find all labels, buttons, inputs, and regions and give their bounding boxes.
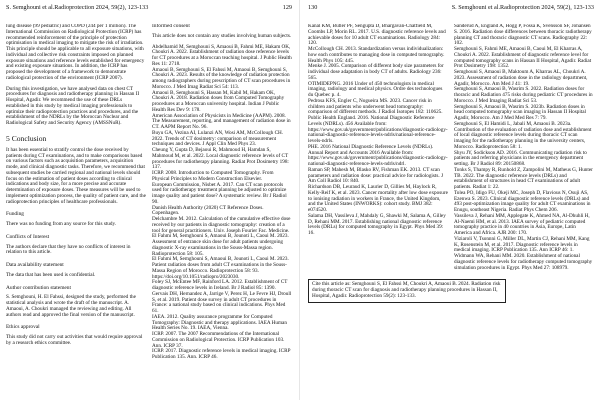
reference-entry: El Fahmi M, Semghouni S, Amaoui B, Jounoti L, Caoui M. 2023. Patient radiation doses from adult CT examinations in the Souss-Massa Region of Morocco. Radioprotection 58: 93. https://doi.org/10.1051/radiopro/2023030. (152, 256, 289, 280)
reference-entry: IAEA. 2012. Quality assurance programme for Computed Tomography: Diagnostic and therapy applications. IAEA Human Health Series No. 19. IAEA, Vienna. (152, 313, 287, 332)
section-heading-ethics: Ethics approval (6, 324, 40, 331)
section-heading-informed-consent: Informed consent (152, 24, 190, 29)
reference-entry: Delchambre M. 2012. Calculation of the cumulative effective dose received by our patients in diagnostic tomography: creation of a tool for general practitioners. Univ. Joseph Fourier Fac. Medicine. (152, 216, 291, 234)
reference-entry: El Fahmi M, Semghouni S, Amaoui B, Jounoti L, Caoui M. 2023. Assessment of entrance skin dose for adult patients undergoing diagnostic X-ray examinations in the Souss-Massa region. Radioprotection 58: 105. (152, 233, 289, 257)
reference-entry: Amaoui B, Semghouni S, El Fahssi M, Amaoui B, Semghouni S, Choukri A. 2023. Results of the knowledge of radiation protection among radiographers during prescription of CT scan procedures in Morocco. J Med Imag Radiat Sci 54: 113. (152, 66, 291, 90)
reference-entry: Semghouni S, Amaoui B, Wasrim S. 2023b. Radiation doses in head computed tomography scan imaging in Hassan II Hospital Agadir, Morocco. Am J Med Med Res 7: 79. (454, 103, 586, 121)
reference-entry: Semghouni S, Amaoui B, Maktoum A, Kharras AL, Choukri A. 2023. Assessment of radiation dose in the radiology department, Agadir, Morocco. Am Med J 41: 19. (454, 69, 588, 87)
reference-entry: Tolea PO, Idigo FU, Okeji MC, Joseph D, Flavious N, Osuji AS, Ezenwa S. 2023. Clinical diagnostic reference levels (DRLs) and 493 post-optimization image quality for adult CT examinations in Enugu, southeast Nigeria. Radiat Phys Chem 206. (454, 189, 591, 213)
reference-entry: Vassileva J, Rehani MM, Applegate K, Ahmed NA, Al-Dhuhli H, Al-Naemi HM, et al. 2013. IAEA survey of pediatric computed tomography practice in 40 countries in Asia, Europe, Latin America and Africa. AJR 200: 170. (454, 212, 590, 236)
reference-entry: Gervais DH, Hernandez A, Jarrige V, Perez H, Le Fevre HJ, Droull S, et al. 2019. Patient dose survey in adult CT procedures in France: a national study based on clinical indications. Phys Med 61. (152, 290, 292, 314)
section-heading-funding: Funding (6, 211, 24, 218)
reference-entry: PHE. 2016 National Diagnostic Reference Levels (NDRLs). Annual Report and Accounts 2016 Available from: https://www.gov.uk/government/publications/diagnostic-radiology-national-diagnostic-reference-levels-ndrls/ndrl. (308, 143, 448, 167)
reference-entry: Salama DH, Vassileva J, Mahdaly G, Shawki M, Salama A, Gilley D, Rehani MM. 2017. Establishing national diagnostic reference levels (DRLs) for computed tomography in Egypt. Phys Med 39: 16. (308, 212, 446, 236)
page-number: 130 (308, 4, 318, 11)
ethics-text: This study did not carry out activities that would require approval by a research ethics committee. (6, 334, 143, 346)
reference-entry: Danish Health Authority (2020) CT Reference Doses. Copenhagen. (152, 204, 264, 217)
section-heading-data-availability: Data availability statement (6, 262, 64, 268)
reference-entry: Foley SJ, McEntee MF, Rainford LA. 2012. Establishment of CT diagnostic reference levels in Ireland. Br J Radiol 85: 1390. (152, 279, 288, 291)
reference-entry: Viziaroli V, Tsonnni G, Miller DL, Martin CJ, Rehani MM, Kang K, Rosenstein M, et al. 2017. Diagnostic reference levels in medical imaging. ICRP Publication 135. Ann ICRP 46: 1. (454, 235, 590, 254)
right-page-header (308, 4, 594, 12)
data-availability-text: The data that has been used is confidential. (6, 271, 96, 278)
reference-entry: Shyu JY, Sodickson AD. 2016. Communicating radiation risk to patients and referring physicians in the emergency department setting. Br J Radiol 89: 20150868. (454, 149, 587, 167)
reference-entry: ICRP. 2008. Introduction to Computed Tomography. From Physical Principles to Modern Construction Elsevier. (152, 170, 274, 182)
author-contribution-text: S. Semghouni, H. El Fahssi, designed the study, performed the statistical analysis and wrote the draft of the manuscript. A. Amaoui, A. Choukri managed the reviewing and editing. All authors read and approved the final version of the manuscript. (6, 294, 136, 318)
left-page-header (6, 4, 292, 12)
conflicts-text: The authors declare that they have no conflicts of interest in relation to this article. (6, 243, 131, 256)
reference-entry: Cheung Y, Gupta D, Bejaoui R, Mahmoud H, Hamdan S, Mahmoud M, et al. 2022. Local diagnostic reference levels of CT procedures for radiotherapy planning. Radiat Prot Dosimetry 198: 137. (152, 147, 289, 171)
reference-entry: Abdelhamid M, Semghouni S, Amaoui B, Fahmi ME, Hakam OK, Choukri A. 2022. Establishment of radiation dose reference levels for CT procedures at a Moroccan teaching hospital. J Public Health Res 11: 2718. (152, 43, 292, 67)
page-right (300, 0, 600, 400)
references-list (152, 45, 292, 361)
reference-entry: Widmann WA, Rehani MM. 2020. Establishment of national diagnostic reference levels for radiotherapy computed tomography simulation procedures in Egypt. Phys Med 27: 108979. (454, 253, 593, 271)
reference-entry: ICRP. 2007. The 2007 Recommendations of the International Commission on Radiological Protection. ICRP Publication 103. Ann. ICRP 37. (152, 331, 285, 349)
body-paragraph: During this investigation, we have analysed data on chest CT procedures for diagnosis and radiotherapy planning in Hassan II Hospital, Agadir. We recommend the use of these DRLs established in this study by medical imaging professionals to optimize their radioprotection practices and procedures, and the establishment of the NDRLs by the Moroccan Nuclear and Radiological Safety and Security Agency (AMSSNuR). (6, 85, 140, 126)
reference-entry: American Association of Physicists in Medicine (AAPM). 2008. The Measurement, reporting, and management of radiation dose in CT. AAPM Report No. 96. (152, 112, 291, 130)
left-page-column-2 (152, 24, 292, 361)
reference-entry: European Commission, Nisbet A. 2017. Can CT scan protocols used for radiotherapy treatment planning be adjusted to optimize image quality and patient dose? A systematic review. Br J Radiol 90. (152, 181, 287, 205)
informed-consent-text: This article does not contain any studies involving human subjects. (152, 32, 292, 39)
reference-entry: Semghouni S, Fahmi ME, Amaoui B, Caoui M, El Kharras A, Choukri A. 2022. Establishment of diagnostic reference level for computed tomography scans in Hassan II Hospital, Agadir. Radiat Prot Dosimetry 198: 1352. (454, 46, 592, 70)
right-page-column-2 (454, 24, 594, 271)
reference-entry: Semghouni S, El Hamidi L, Jabali M, Amaoui B. 2023a. Contribution of the evaluation of radiation dose and establishment of local diagnostic reference levels during thoracic CT scan imaging for the radiotherapy planning in the university centers, Morocco. Radioprotection 58: 1. (454, 120, 592, 150)
reference-entry: Buyu GA, Vezina AI, Lulanzi AN, Wosi AM, McCollough CH. 2022. Trends of CT dosimetry: comparison of measurement techniques and devices. J Appl Clin Med Phys 23. (152, 129, 284, 148)
citation-box: Cite this article as: Semghouni S, El Fahssi M, Choukri A, Amaoui B. 2024. Radiation risk during thoracic CT scan for diagnosis and radiotherapy planning procedures in Hassan II, Hospital, Agadir. Radioprotection 59(2): 123-133. (308, 279, 506, 302)
funding-text: There was no funding from any source for this study. (6, 221, 117, 227)
reference-entry: Tonks S, Thampy R, Runhold Z, Zampolini M, Matheus G, Hunter TB. 2022. The diagnostic reference levels (DRLs) and establishment of structures in head CT examinations of adult patients. Radiat 1: 22. (454, 166, 593, 190)
reference-entry: Kanal KM, Butler PF, Sengupta D, Bhargavan-Chatfield M, Coombs LP, Morin RL. 2017. U.S. diagnostic reference levels and achievable doses for 10 adult CT examinations. Radiology 284: 120. (308, 24, 446, 47)
running-head: S. Semghouni et al.Radioprotection 2024, 59(2), 123-133 (451, 4, 594, 11)
reference-entry: Richardson DB, Leuraud K, Laurier D, Gillies M, Haylock R, Kelly-Reif K, et al. 2023. Cancer mortality after low dose exposure to ionising radiation in workers in France, the United Kingdom, and the United States (INWORKS): cohort study. BMJ 382: e074520. (308, 184, 448, 213)
reference-entry: Semghouni S, Amaoui B, Wasrim S. 2022. Radiation doses for thoracic and Radiation 475 risks during pediatric CT procedures in Morocco. J Med Imaging Radiat Sci 53. (454, 86, 593, 104)
conclusion-text: It has been essential to stratify control the dose received by patients during CT examinations, and to make comparisons based on various factors such as acquisition parameters, acquisition mode, and clinical diagnostic tasks. Therefore, we recommend that subsequent studies be carried regional and national levels should focus on the estimation of patient doses according to clinical indications and body size, for a more precise and accurate determination of exposure doses. These measures will be used to implement optimization process, the quality of patient care, and the radioprotection principles of healthcare professionals. (6, 146, 146, 205)
left-page-column-1 (6, 24, 146, 361)
section-heading-conflicts: Conflicts of Interest (6, 233, 50, 240)
running-head: S. Semghouni et al.Radioprotection 2024, 59(2), 123-133 (6, 4, 149, 11)
section-heading-author-contribution: Author contribution statement (6, 284, 71, 291)
reference-entry: Pedrosa KFS, Engler C, Nogueira MS. 2023. Cancer risk in children and patients who underwent head tomography: comparison of different methods. J Radiol Isotopes 182: 110625. (308, 97, 443, 116)
reference-entry: OTIMIDEPNG. 2016 Under of 450 technologists in medical imaging, radiology and medical physics. Ordre des technologues du Quebec p. 4. (308, 80, 443, 98)
reference-entry: Amaoui B, Semghouni S, Hassan M, Kabil M, Hakam OK, Choukri A. 2018. Radiation doses from Computed Tomography procedures at a Moroccan university hospital. Indian J Public Health Res Dev 9: 178. (152, 89, 285, 113)
right-page-column-1 (308, 24, 448, 271)
reference-entry: ICRP. 2017. Diagnostic reference levels in medical imaging. ICRP Publication 135. Ann. ICRP 46. (152, 348, 291, 360)
body-paragraph: lung disease (99 pediatric) and COPD (244 per 1 million). The International Commission on Radiological Protection (ICRP) has recommended reinforcement of the principle of protection optimisation in medical imaging to mitigate the risk of irradiation. This principle should be applicable to all exposure situations, with individual and collective risk constraints imposed on planned exposure situations and reference levels established for emergency and existing exposure situations. In addition, the ICRP has proposed the development of a framework to demonstrate radiological protection of the environment (ICRP 2007). (6, 24, 145, 81)
reference-entry: Raman SP, Mahesh M, Blasko RV, Fishman EK. 2013. CT scan parameters and radiation dose: practical advice for radiologists. J Am Coll Radiol 10: 840. (308, 166, 443, 185)
section-heading-conclusion: 5 Conclusion (6, 133, 47, 143)
reference-entry: McCollough CH. 2013. Standardization versus individualization: how each contributes to managing dose in computed tomography. Health Phys 105: 445. (308, 46, 445, 64)
page-number: 129 (282, 4, 292, 11)
reference-entry: Menke J. 2005. Comparison of different body size parameters for individual dose adaptation in body CT of adults. Radiology 236: 565. (308, 63, 444, 81)
reference-entry: Sanderud A, England A, Hogg P, Fossa K, Svensson SF, Johansen S. 2016. Radiation dose differences between thoracic radiotherapy planning CT and thoracic diagnostic CT scans. Radiography 22: 102. (454, 24, 592, 47)
reference-entry: Public Health England. 2016. National Diagnostic Reference Levels (NDRLs). 456 Available from: https://www.gov.uk/government/publications/diagnostic-radiology-national-diagnostic-reference-levels-ndrls/national-reference-levels-ndrls. (308, 115, 448, 144)
